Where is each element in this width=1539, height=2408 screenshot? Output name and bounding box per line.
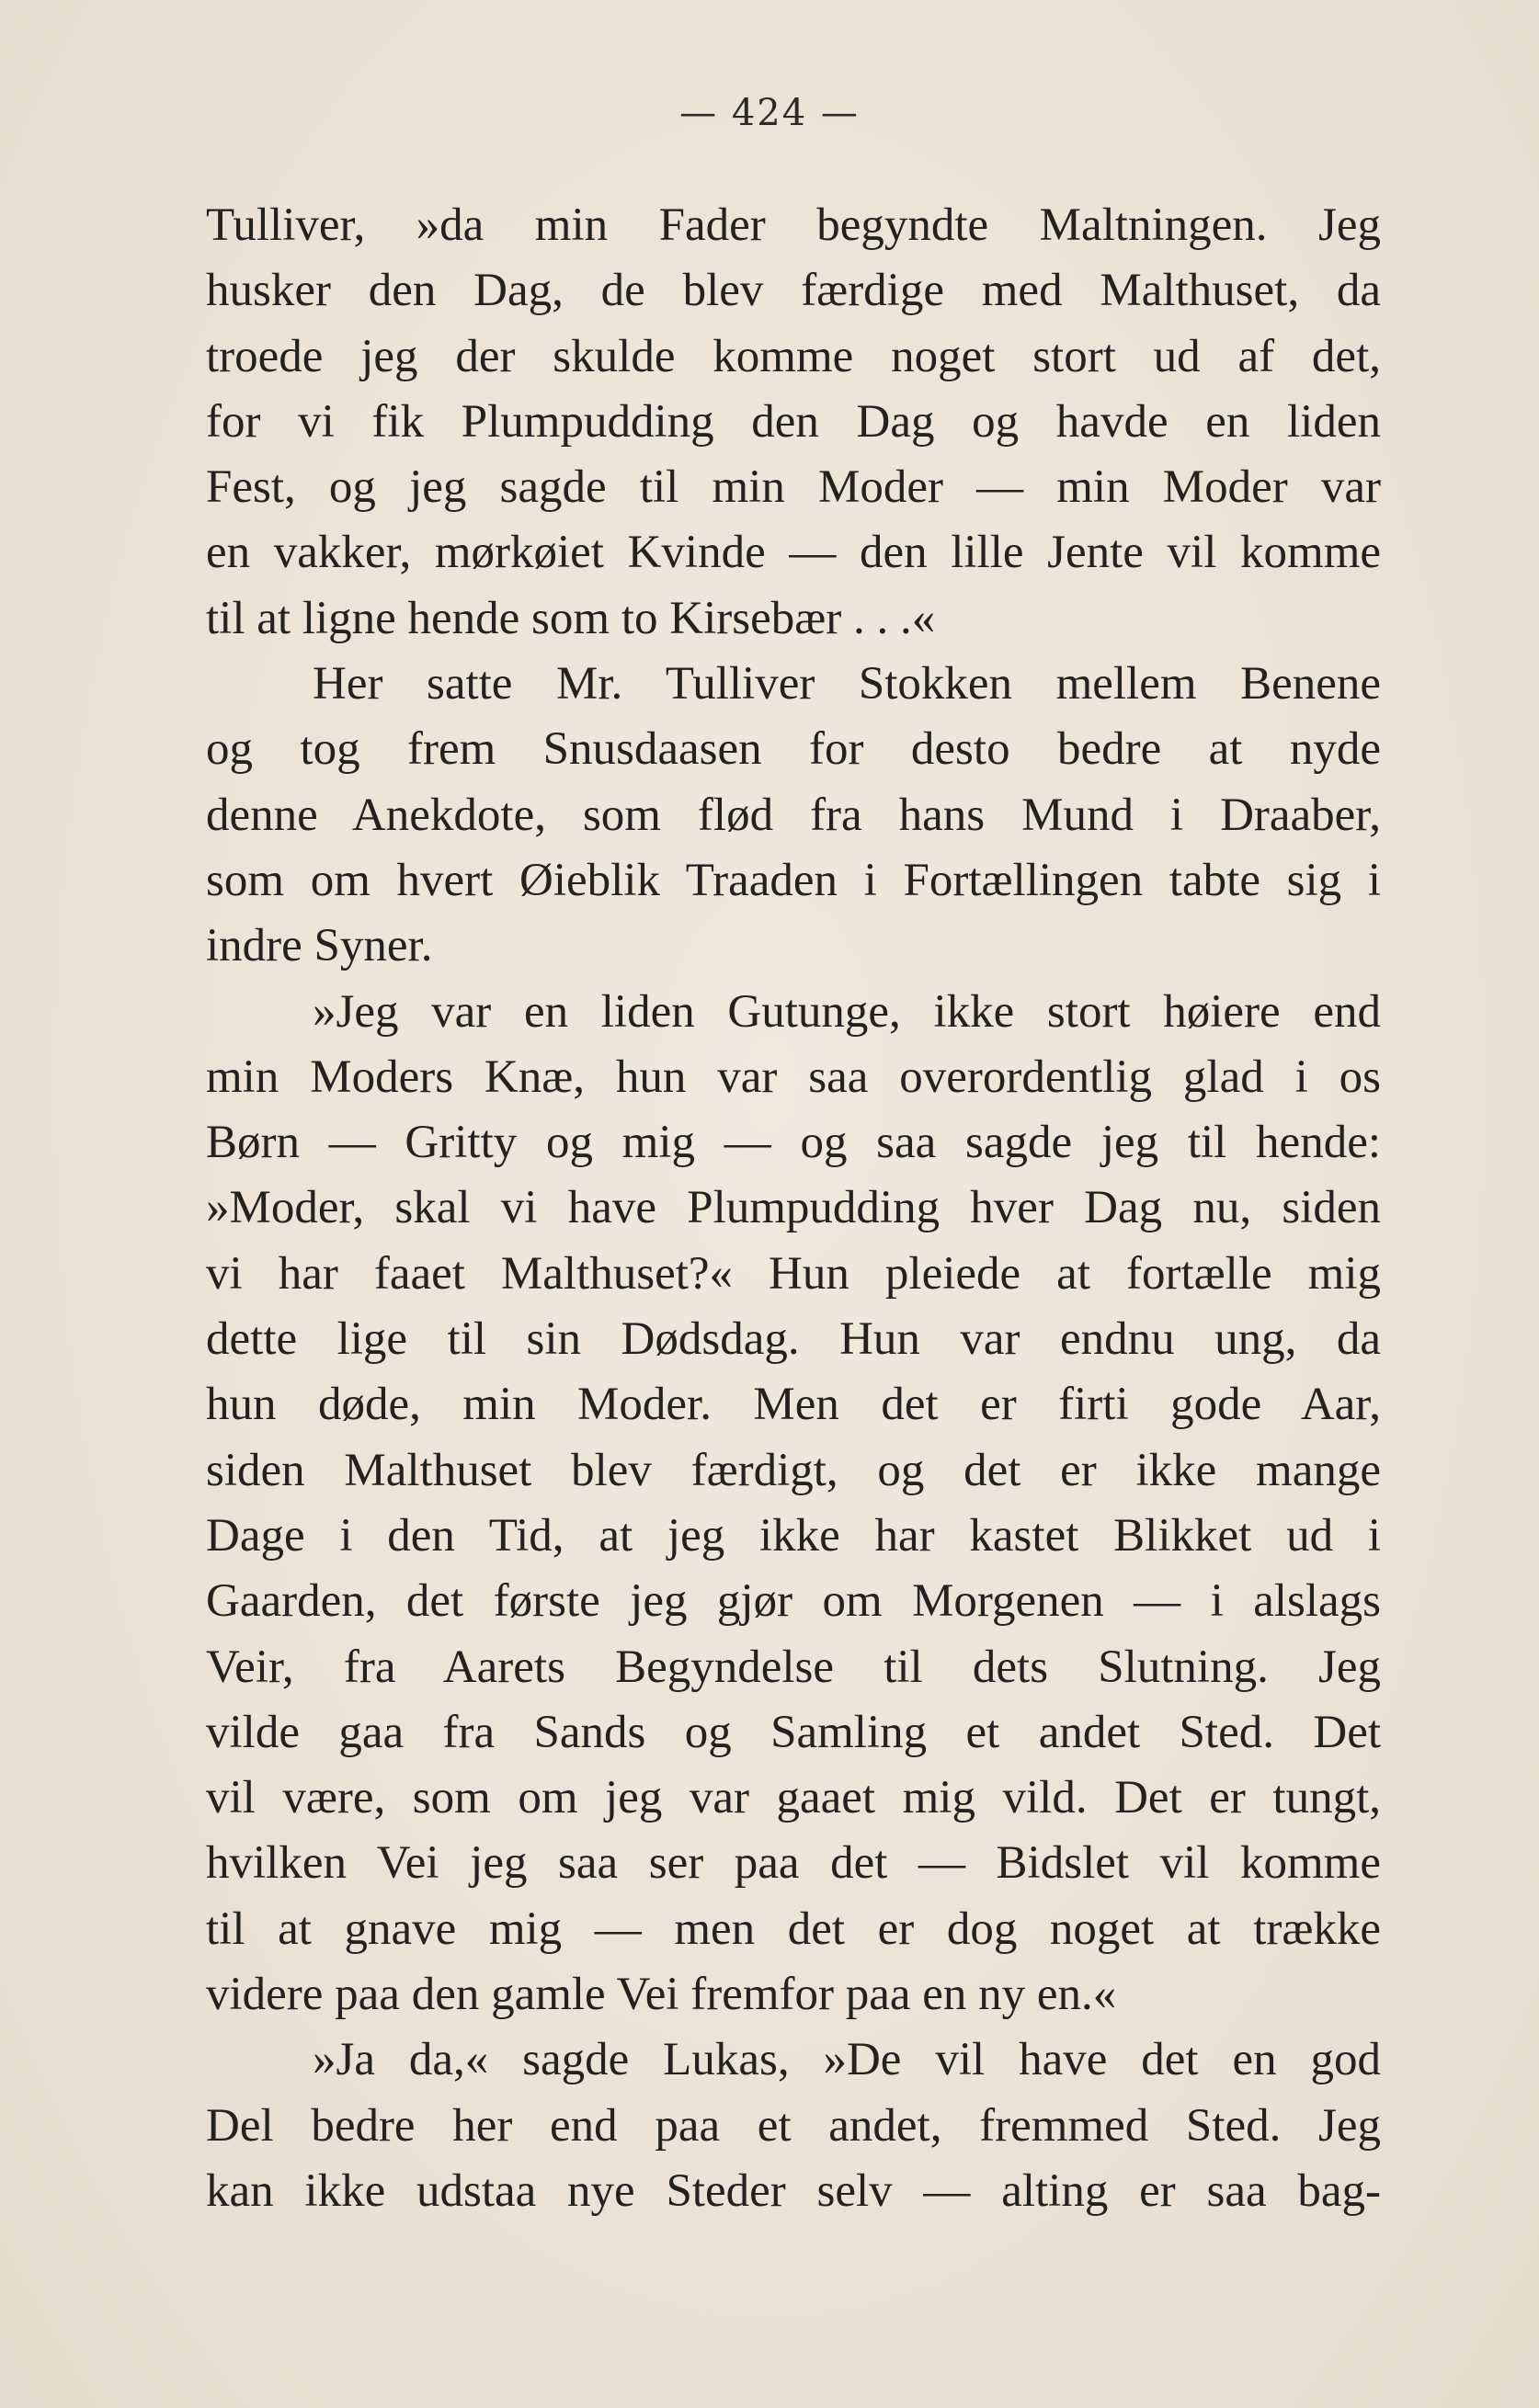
text-line: en vakker, mørkøiet Kvinde — den lille Jente vil komme (206, 527, 1381, 579)
text-line: Veir, fra Aarets Begyndelse til dets Slutning. Jeg (206, 1641, 1381, 1693)
text-line: husker den Dag, de blev færdige med Malthuset, da (206, 265, 1381, 317)
text-line: kan ikke udstaa nye Steder selv — alting er saa bag- (206, 2164, 1381, 2217)
text-line: til at gnave mig — men det er dog noget at trække (206, 1903, 1381, 1955)
text-line: »Moder, skal vi have Plumpudding hver Dag nu, siden (206, 1182, 1381, 1234)
text-line: hun døde, min Moder. Men det er firti gode Aar, (206, 1379, 1381, 1431)
text-line: hvilken Vei jeg saa ser paa det — Bidslet vil komme (206, 1837, 1381, 1890)
text-line: Tulliver, »da min Fader begyndte Maltningen. Jeg (206, 199, 1381, 251)
text-line: og tog frem Snusdaasen for desto bedre at nyde (206, 723, 1381, 776)
page-number: — 424 — (679, 92, 860, 134)
text-line: siden Malthuset blev færdigt, og det er ikke mange (206, 1444, 1381, 1496)
text-line: troede jeg der skulde komme noget stort ud af det, (206, 330, 1381, 382)
text-line: som om hvert Øieblik Traaden i Fortællingen tabte sig i (206, 854, 1381, 906)
text-line: vi har faaet Malthuset?« Hun pleiede at fortælle mig (206, 1247, 1381, 1300)
text-line: dette lige til sin Dødsdag. Hun var endnu ung, da (206, 1313, 1381, 1366)
text-line: vilde gaa fra Sands og Samling et andet Sted. Det (206, 1706, 1381, 1758)
text-line: Fest, og jeg sagde til min Moder — min Moder var (206, 461, 1381, 514)
text-line: Børn — Gritty og mig — og saa sagde jeg til hende: (206, 1117, 1381, 1169)
text-line: indre Syner. (206, 920, 433, 972)
text-line: Her satte Mr. Tulliver Stokken mellem Benene (313, 658, 1381, 710)
text-line: Gaarden, det første jeg gjør om Morgenen — i alslags (206, 1575, 1381, 1628)
text-line: til at ligne hende som to Kirsebær . . .« (206, 592, 936, 644)
text-line: Dage i den Tid, at jeg ikke har kastet Blikket ud i (206, 1509, 1381, 1562)
text-line: for vi fik Plumpudding den Dag og havde en liden (206, 395, 1381, 448)
text-line: Del bedre her end paa et andet, fremmed Sted. Jeg (206, 2099, 1381, 2152)
text-line: »Ja da,« sagde Lukas, »De vil have det en god (313, 2034, 1381, 2086)
body-text (206, 193, 1381, 2224)
text-line: videre paa den gamle Vei fremfor paa en ny en.« (206, 1969, 1117, 2021)
text-line: min Moders Knæ, hun var saa overordentlig glad i os (206, 1051, 1381, 1103)
text-line: »Jeg var en liden Gutunge, ikke stort høiere end (313, 985, 1381, 1038)
text-line: vil være, som om jeg var gaaet mig vild. Det er tungt, (206, 1772, 1381, 1824)
text-line: denne Anekdote, som flød fra hans Mund i Draaber, (206, 789, 1381, 841)
